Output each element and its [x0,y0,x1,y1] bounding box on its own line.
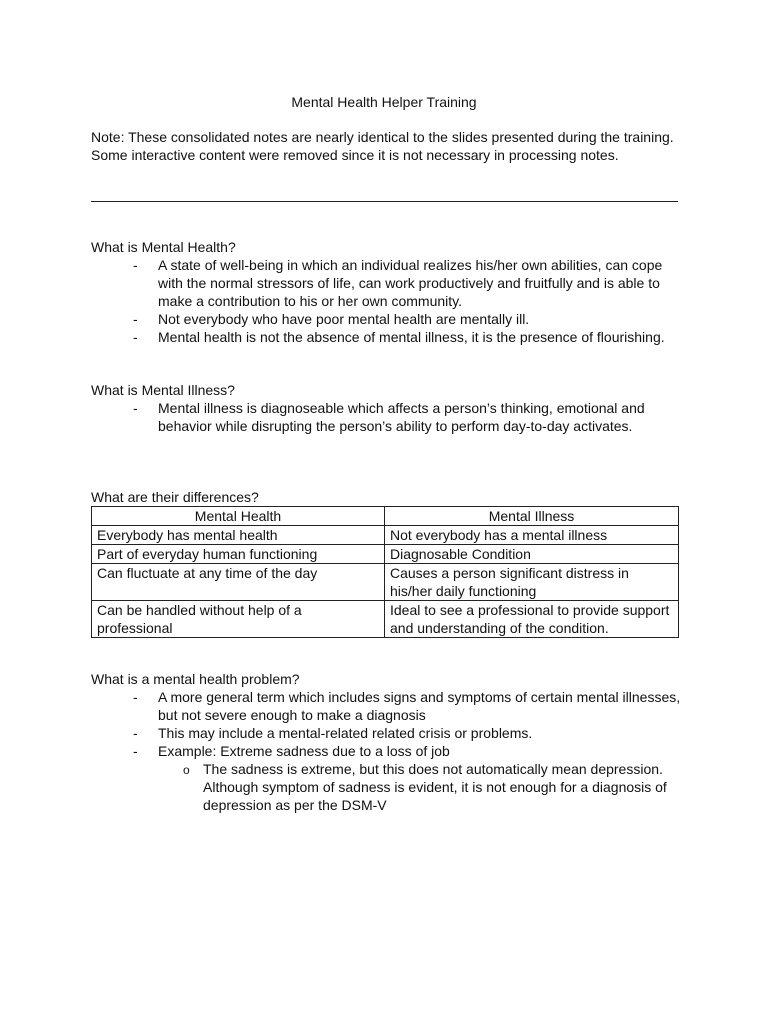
section-heading: What is Mental Illness? [91,382,235,398]
table-row [92,545,679,564]
table-cell: Everybody has mental health [92,526,385,545]
list-item-text: This may include a mental-related related crisis or problems. [158,725,533,741]
list-item [91,310,681,328]
circle-bullet-icon: o [183,763,190,777]
section-heading: What is a mental health problem? [91,671,300,687]
column-header-mental-illness: Mental Illness [385,507,679,526]
dash-bullet-icon: - [133,400,138,416]
list-item-text: Example: Extreme sadness due to a loss of job [158,743,450,759]
section-mental-illness [91,381,681,435]
table-row [92,601,679,638]
table-row [92,564,679,601]
table-cell: Can fluctuate at any time of the day [92,564,385,601]
dash-bullet-icon: - [133,743,138,759]
list-item [91,688,681,724]
sub-list-item [158,760,681,814]
column-header-mental-health: Mental Health [92,507,385,526]
sub-list-item-text: The sadness is extreme, but this does not automatically mean depression. Although symptom of sadness is evident, it is not enough for a diagnosis of depression as per the DSM-V [203,761,667,813]
table-cell: Can be handled without help of a professional [92,601,385,638]
table-cell: Ideal to see a professional to provide support and understanding of the condition. [385,601,679,638]
dash-bullet-icon: - [133,311,138,327]
table-cell: Diagnosable Condition [385,545,679,564]
table-row [92,526,679,545]
dash-bullet-icon: - [133,725,138,741]
list-item-text: Mental illness is diagnoseable which affects a person’s thinking, emotional and behavior while disrupting the person’s ability to perform day-to-day activates. [158,400,645,434]
list-item [91,724,681,742]
differences-table [91,506,679,638]
table-cell: Part of everyday human functioning [92,545,385,564]
list-item [91,328,681,346]
list-item-text: Mental health is not the absence of mental illness, it is the presence of flourishing. [158,329,665,345]
list-item [91,256,681,310]
list-item-text: A state of well-being in which an individual realizes his/her own abilities, can cope with the normal stressors of life, can work productively and fruitfully and is able to make a contribution to his or her own community. [158,257,663,309]
section-heading: What is Mental Health? [91,239,236,255]
sub-bullet-list [158,760,681,814]
dash-bullet-icon: - [133,257,138,273]
table-cell: Not everybody has a mental illness [385,526,679,545]
horizontal-divider [91,201,678,202]
section-mental-health-problem [91,670,681,814]
dash-bullet-icon: - [133,689,138,705]
dash-bullet-icon: - [133,329,138,345]
list-item-text: Not everybody who have poor mental health are mentally ill. [158,311,530,327]
table-header-row [92,507,679,526]
bullet-list [91,256,681,346]
section-mental-health [91,238,681,346]
intro-note: Note: These consolidated notes are nearly identical to the slides presented during the training. Some interactive content were removed since it is not necessary in processing notes. [91,129,674,163]
section-differences [91,488,681,638]
bullet-list [91,688,681,814]
document-title: Mental Health Helper Training [291,94,477,110]
table-cell: Causes a person significant distress in his/her daily functioning [385,564,679,601]
list-item-text: A more general term which includes signs and symptoms of certain mental illnesses, but not severe enough to make a diagnosis [158,689,681,723]
list-item [91,742,681,814]
list-item [91,399,681,435]
section-heading: What are their differences? [91,489,259,505]
bullet-list [91,399,681,435]
